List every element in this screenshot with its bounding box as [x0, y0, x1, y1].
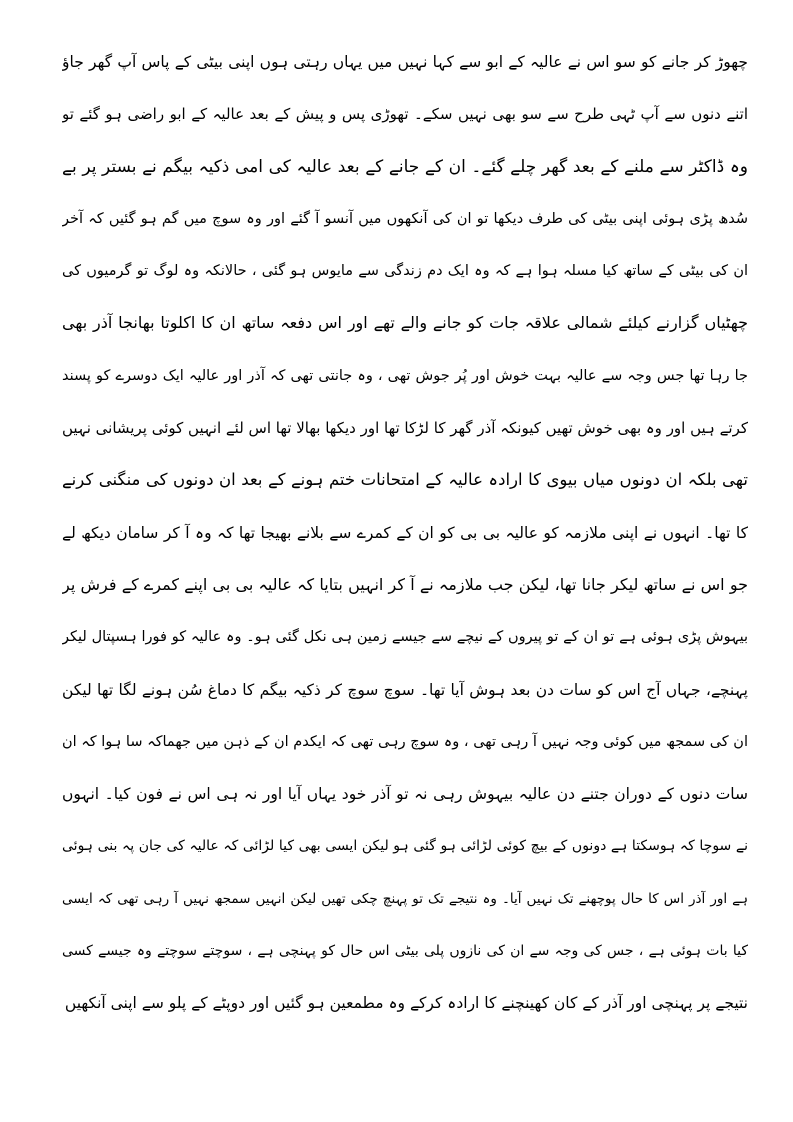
text-line: پہنچے، جہاں آج اس کو سات دن بعد ہوش آیا تھا۔ سوچ سوچ کر ذکیہ بیگم کا دماغ سُن ہونے لگا تھا لیکن — [62, 680, 748, 699]
text-line: وہ ڈاکٹر سے ملنے کے بعد گھر چلے گئے۔ ان کے جانے کے بعد عالیہ کی امی ذکیہ بیگم نے بستر پر بے — [62, 156, 748, 177]
text-line: سُدھ پڑی ہوئی اپنی بیٹی کی طرف دیکھا تو ان کی آنکھوں میں آنسو آ گئے اور وہ سوچ میں گم ہو گئیں کہ آخر — [62, 210, 748, 227]
text-line: کا تھا۔ انہوں نے اپنی ملازمہ کو عالیہ بی بی کو ان کے کمرے سے بلانے بھیجا تھا کہ وہ آ کر سامان دیکھ لے — [62, 523, 748, 542]
text-line: جا رہا تھا جس وجہ سے عالیہ بہت خوش اور پُر جوش تھی ، وہ جانتی تھی کہ آذر اور عالیہ ایک دوسرے کو پسند — [62, 367, 748, 384]
text-line: چھوڑ کر جانے کو سو اس نے عالیہ کے ابو سے کہا نہیں میں یہاں رہتی ہوں اپنی بیٹی کے پاس آپ گھر جاؤ — [62, 53, 748, 71]
text-line: نتیجے پر پہنچی اور آذر کے کان کھینچنے کا ارادہ کرکے وہ مطمعین ہو گئیں اور دوپٹے کے پلو سے اپنی آنکھیں — [64, 994, 748, 1013]
text-line: سات دنوں کے دوران جتنے دن عالیہ بیہوش رہی نہ تو آذر خود یہاں آیا اور نہ ہی اس نے فون کیا۔ انہوں — [62, 785, 748, 804]
text-line: ان کی بیٹی کے ساتھ کیا مسلہ ہوا ہے کہ وہ ایک دم زندگی سے مایوس ہو گئی ، حالانکہ وہ لوگ تو گرمیوں کی — [62, 263, 748, 280]
text-line: کرتے ہیں اور وہ بھی خوش تھیں کیونکہ آذر گھر کا لڑکا تھا اور دیکھا بھالا تھا اس لئے انہیں کوئی پریشانی نہیں — [62, 419, 748, 438]
text-line: جو اس نے ساتھ لیکر جانا تھا، لیکن جب ملازمہ نے آ کر انہیں بتایا کہ عالیہ بی بی اپنے کمرے کے فرش پر — [62, 574, 748, 594]
document-page — [62, 36, 748, 1030]
text-line: بیہوش پڑی ہوئی ہے تو ان کے تو پیروں کے نیچے سے جیسے زمین ہی نکل گئی ہو۔ وہ عالیہ کو فورا ہسپتال لیکر — [62, 629, 748, 646]
text-line: ان کی سمجھ میں کوئی وجہ نہیں آ رہی تھی ، وہ سوچ رہی تھی کہ ایکدم ان کے ذہن میں جھماکہ سا ہوا کہ ان — [62, 733, 748, 750]
text-line: نے سوچا کہ ہوسکتا ہے دونوں کے بیچ کوئی لڑائی ہو گئی ہو لیکن ایسی بھی کیا لڑائی کہ عالیہ کی جان پہ بنی ہوئی — [62, 838, 748, 855]
text-line: تھی بلکہ ان دونوں میاں بیوی کا ارادہ عالیہ کے امتحانات ختم ہونے کے بعد ان دونوں کی منگنی کرنے — [62, 470, 748, 490]
text-line: کیا بات ہوئی ہے ، جس کی وجہ سے ان کی نازوں پلی بیٹی اس حال کو پہنچی ہے ، سوچتے سوچتے وہ جیسے کسی — [62, 943, 748, 960]
text-line: چھٹیاں گزارنے کیلئے شمالی علاقہ جات کو جانے والے تھے اور اس دفعہ ساتھ ان کا اکلوتا بھانجا آذر بھی — [62, 313, 748, 333]
text-line: ہے اور آذر اس کا حال پوچھنے تک نہیں آیا۔ وہ نتیجے تک تو پہنچ چکی تھیں لیکن انہیں سمجھ نہیں آ رہی تھی کہ ایسی — [62, 890, 748, 907]
text-line: اتنے دنوں سے آپ ٹہی طرح سے سو بھی نہیں سکے۔ تھوڑی پس و پیش کے بعد عالیہ کے ابو راضی ہو گئے تو — [62, 105, 748, 124]
